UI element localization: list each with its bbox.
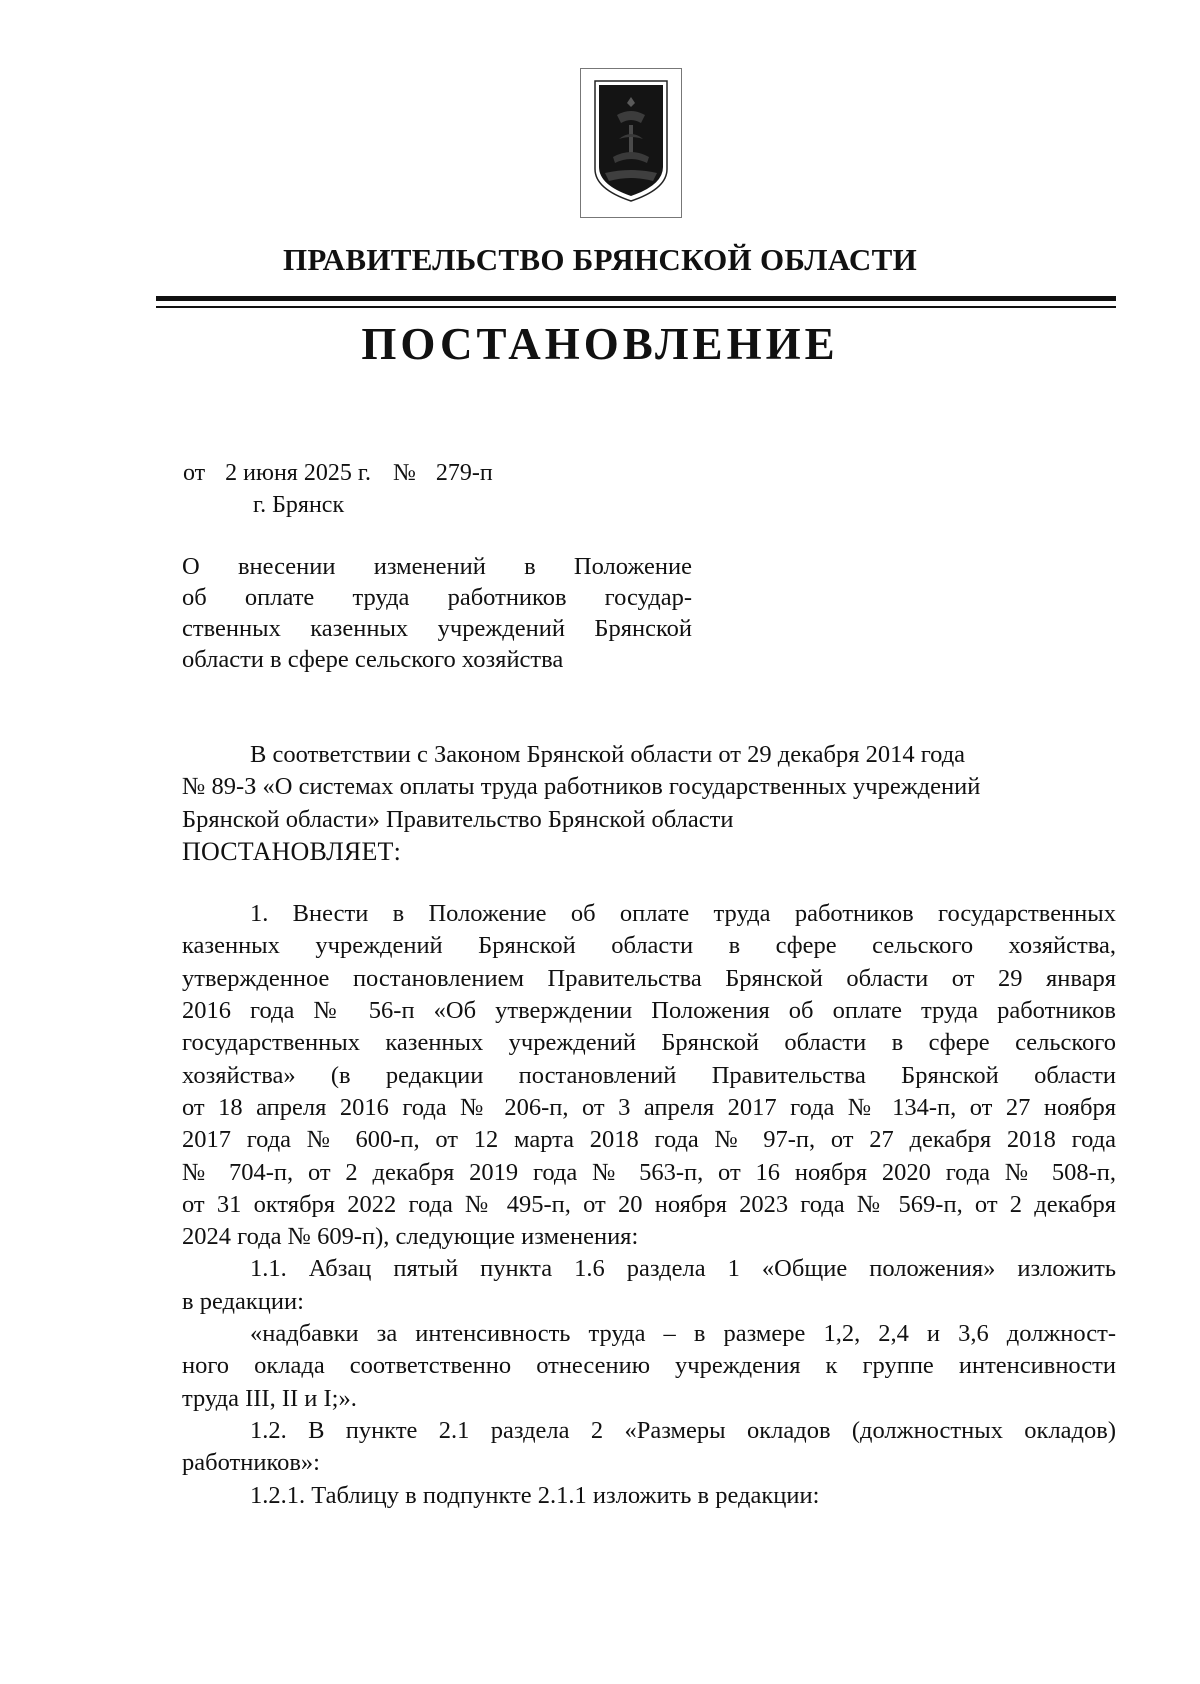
date-prefix: от	[183, 460, 206, 486]
header-divider-thin	[156, 306, 1116, 308]
subitem-line: 1.2. В пункте 2.1 раздела 2 «Размеры окладов (должностных окладов)	[250, 1416, 1116, 1444]
document-date: 2 июня 2025 г.	[225, 460, 371, 486]
item-line: от 18 апреля 2016 года № 206-п, от 3 апреля 2017 года № 134-п, от 27 ноября	[182, 1093, 1116, 1121]
document-date-number	[183, 460, 493, 487]
preamble-line: № 89-З «О системах оплаты труда работников государственных учреждений	[182, 773, 981, 801]
header-divider-thick	[156, 296, 1116, 301]
preamble-line: В соответствии с Законом Брянской области от 29 декабря 2014 года	[250, 741, 966, 768]
item-line: утвержденное постановлением Правительства Брянской области от 29 января	[182, 964, 1116, 992]
decree-word: ПОСТАНОВЛЯЕТ:	[182, 836, 402, 866]
document-type-title: ПОСТАНОВЛЕНИЕ	[361, 319, 839, 369]
document-subject	[182, 551, 692, 675]
item-line: 2024 года № 609-п), следующие изменения:	[182, 1223, 639, 1251]
subject-line: ственных казенных учреждений Брянской	[182, 615, 692, 642]
subject-line: об оплате труда работников государ-	[182, 584, 692, 611]
subitem-line: работников»:	[182, 1449, 320, 1477]
coat-of-arms-emblem	[580, 68, 682, 218]
subitem-line: 1.2.1. Таблицу в подпункте 2.1.1 изложить в редакции:	[250, 1481, 820, 1509]
document-number: 279-п	[435, 460, 493, 486]
number-sign: №	[392, 460, 416, 486]
item-line: от 31 октября 2022 года № 495-п, от 20 ноября 2023 года № 569-п, от 2 декабря	[182, 1190, 1116, 1218]
quote-line: «надбавки за интенсивность труда – в размере 1,2, 2,4 и 3,6 должност-	[250, 1320, 1116, 1348]
document-body	[182, 739, 1116, 1512]
item-line: хозяйства» (в редакции постановлений Правительства Брянской области	[182, 1061, 1116, 1089]
item-line: № 704-п, от 2 декабря 2019 года № 563-п, от 16 ноября 2020 года № 508-п,	[182, 1158, 1116, 1186]
item-line: 2017 года № 600-п, от 12 марта 2018 года № 97-п, от 27 декабря 2018 года	[182, 1126, 1116, 1154]
document-city: г. Брянск	[253, 492, 345, 518]
subject-line: области в сфере сельского хозяйства	[182, 646, 564, 673]
coat-of-arms-icon	[589, 77, 673, 207]
item-line: 2016 года № 56-п «Об утверждении Положения об оплате труда работников	[182, 997, 1116, 1025]
subitem-line: в редакции:	[182, 1287, 304, 1315]
item-line: казенных учреждений Брянской области в сфере сельского хозяйства,	[182, 932, 1116, 960]
item-line: государственных казенных учреждений Брянской области в сфере сельского	[182, 1029, 1116, 1057]
organization-title: ПРАВИТЕЛЬСТВО БРЯНСКОЙ ОБЛАСТИ	[282, 242, 918, 277]
quote-line: труда III, II и I;».	[182, 1384, 357, 1412]
subject-line: О внесении изменений в Положение	[182, 553, 692, 580]
item-line: 1. Внести в Положение об оплате труда работников государственных	[250, 900, 1116, 928]
quote-line: ного оклада соответственно отнесению учреждения к группе интенсивности	[182, 1352, 1116, 1380]
preamble-line: Брянской области» Правительство Брянской области	[182, 805, 734, 833]
subitem-line: 1.1. Абзац пятый пункта 1.6 раздела 1 «Общие положения» изложить	[250, 1255, 1116, 1283]
